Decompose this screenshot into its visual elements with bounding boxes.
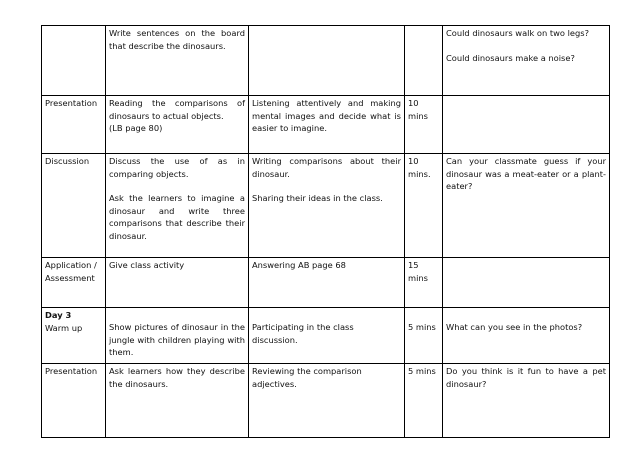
learner-activity-cell: [249, 154, 405, 258]
question-text: Do you think is it fun to have a pet dinosaur?: [446, 366, 606, 389]
learner-activity-text: Participating in the class discussion.: [252, 322, 354, 345]
stage-cell: [42, 364, 106, 438]
question-text: What can you see in the photos?: [446, 322, 583, 332]
time-cell: [405, 308, 443, 364]
time-text: 10 mins: [408, 98, 428, 121]
learner-activity-cell: [249, 258, 405, 308]
table-row: [42, 258, 610, 308]
learner-activity-cell: [249, 308, 405, 364]
questions-cell: [443, 26, 610, 96]
time-text: 15 mins: [408, 260, 428, 283]
stage-cell: [42, 96, 106, 154]
questions-cell: [443, 96, 610, 154]
teacher-activity-text: (LB page 80): [109, 123, 163, 133]
teacher-activity-text: Discuss the use of as in comparing objects.: [109, 156, 245, 179]
questions-cell: [443, 308, 610, 364]
time-text: 5 mins: [408, 322, 436, 332]
stage-label: Discussion: [45, 156, 90, 166]
question-text: Can your classmate guess if your dinosaur was a meat-eater or a plant-eater?: [446, 156, 606, 191]
time-text: 10 mins.: [408, 156, 431, 179]
table-row: [42, 154, 610, 258]
time-text: 5 mins: [408, 366, 436, 376]
day-label: Day 3: [45, 310, 72, 320]
table-row: [42, 308, 610, 364]
teacher-activity-text: Ask the learners to imagine a dinosaur and write three comparisons that describe their dinosaur.: [109, 193, 245, 241]
learner-activity-text: Writing comparisons about their dinosaur.: [252, 156, 401, 179]
teacher-activity-text: Give class activity: [109, 260, 185, 270]
time-cell: [405, 154, 443, 258]
time-cell: [405, 26, 443, 96]
questions-cell: [443, 154, 610, 258]
teacher-activity-cell: [106, 154, 249, 258]
learner-activity-text: Answering AB page 68: [252, 260, 346, 270]
teacher-activity-text: Ask learners how they describe the dinosaurs.: [109, 366, 245, 389]
learner-activity-text: Listening attentively and making mental images and decide what is easier to imagine.: [252, 98, 401, 133]
stage-cell: [42, 26, 106, 96]
learner-activity-text: Reviewing the comparison adjectives.: [252, 366, 362, 389]
questions-cell: [443, 258, 610, 308]
time-cell: [405, 364, 443, 438]
question-text: Could dinosaurs make a noise?: [446, 52, 575, 63]
stage-label: Presentation: [45, 98, 98, 108]
teacher-activity-cell: [106, 26, 249, 96]
table-row: [42, 26, 610, 96]
stage-label: Presentation: [45, 366, 98, 376]
teacher-activity-cell: [106, 364, 249, 438]
learner-activity-cell: [249, 26, 405, 96]
time-cell: [405, 258, 443, 308]
learner-activity-cell: [249, 364, 405, 438]
question-text: Could dinosaurs walk on two legs?: [446, 28, 590, 38]
table-row: [42, 364, 610, 438]
teacher-activity-cell: [106, 96, 249, 154]
stage-label: Application / Assessment: [45, 260, 97, 283]
learner-activity-cell: [249, 96, 405, 154]
table-row: [42, 96, 610, 154]
teacher-activity-text: Write sentences on the board that describe the dinosaurs.: [109, 28, 245, 51]
stage-cell: [42, 154, 106, 258]
questions-cell: [443, 364, 610, 438]
stage-label: Warm up: [45, 322, 83, 333]
stage-cell: [42, 258, 106, 308]
teacher-activity-text: Reading the comparisons of dinosaurs to actual objects.: [109, 98, 245, 121]
teacher-activity-cell: [106, 258, 249, 308]
teacher-activity-cell: [106, 308, 249, 364]
time-cell: [405, 96, 443, 154]
lesson-plan-table: [41, 25, 610, 438]
teacher-activity-text: Show pictures of dinosaur in the jungle with children playing with them.: [109, 322, 245, 357]
learner-activity-text: Sharing their ideas in the class.: [252, 193, 383, 203]
stage-cell: [42, 308, 106, 364]
